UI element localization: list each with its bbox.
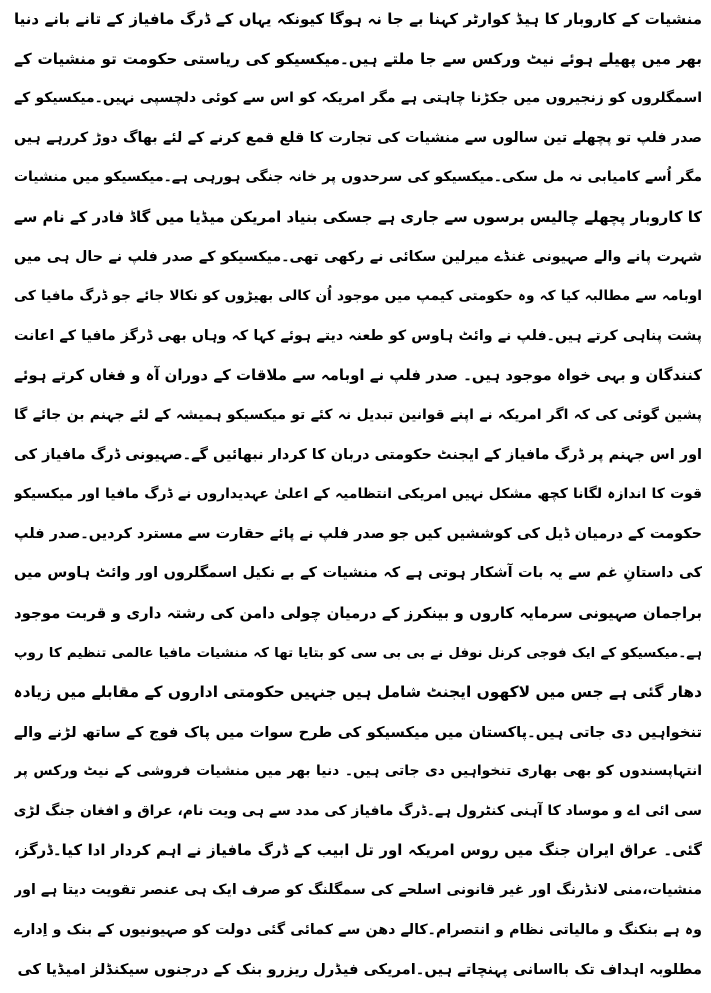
text-line: گئی۔ عراق ایران جنگ میں روس امریکہ اور تل ابیب کے ڈرگ مافیاز نے اہم کردار ادا کیا۔ڈرگز، bbox=[14, 841, 702, 860]
text-line: براجمان صہیونی سرمایہ کاروں و بینکرز کے درمیان چولی دامن کی رشتہ داری و قربت موجود bbox=[14, 603, 702, 622]
text-line: مطلوبہ اہداف تک بااسانی پہنچاتے ہیں۔امریکی فیڈرل ریزرو بنک کے درجنوں سیکنڈلز امیڈیا کی bbox=[17, 961, 702, 979]
text-line: مگر اُسے کامیابی نہ مل سکی۔میکسیکو کی سرحدوں پر خانہ جنگی ہورہی ہے۔میکسیکو میں منشیات bbox=[14, 169, 702, 186]
text-line: اور اس جہنم پر ڈرگ مافیاز کے ایجنٹ حکومتی دربان کا کردار نبھائیں گے۔صہیونی ڈرگ مافیاز کی bbox=[14, 446, 702, 463]
text-line: شہرت پانے والے صہیونی غنڈے میرلین سکائی نے رکھی تھی۔میکسیکو کے صدر فلپ نے حال ہی میں bbox=[14, 248, 702, 265]
text-line: منشیات کے کاروبار کا ہیڈ کوارٹر کہنا بے جا نہ ہوگا کیونکہ یہاں کے ڈرگ مافیاز کے تانے بانے دنیا bbox=[14, 10, 702, 28]
text-line: کنندگان و بہی خواہ موجود ہیں۔ صدر فلپ نے اوبامہ سے ملاقات کے دوران آہ و فغاں کرتے ہوئے bbox=[14, 366, 702, 385]
article-body bbox=[14, 0, 702, 990]
text-line: ہے۔میکسیکو کے ایک فوجی کرنل نوفل نے بی بی سی کو بتایا تھا کہ منشیات مافیا عالمی تنظیم کا روپ bbox=[14, 645, 702, 661]
text-line: کا کاروبار پچھلے چالیس برسوں سے جاری ہے جسکی بنیاد امریکن میڈیا میں گاڈ فادر کے نام سے bbox=[14, 207, 702, 226]
text-line: تنخواہیں دی جاتی ہیں۔پاکستان میں میکسیکو کی طرح سوات میں پاک فوج کے ساتھ لڑنے والے bbox=[14, 723, 702, 741]
text-line: دھار گئی ہے جس میں لاکھوں ایجنٹ شامل ہیں جنہیں حکومتی اداروں کے مقابلے میں زیادہ bbox=[14, 683, 702, 702]
text-line: اسمگلروں کو زنجیروں میں جکڑنا چاہتی ہے مگر امریکہ کو اس سے کوئی دلچسپی نہیں۔میکسیکو کے bbox=[14, 90, 702, 107]
text-line: قوت کا اندازہ لگانا کچھ مشکل نہیں امریکی انتظامیہ کے اعلیٰ عہدیداروں نے ڈرگ مافیا اور میکسیکو bbox=[14, 486, 702, 503]
text-line: پشت پناہی کرتے ہیں۔فلپ نے وائٹ ہاوس کو طعنہ دیتے ہوئے کہا کہ وہاں بھی ڈرگز مافیا کے اعانت bbox=[14, 327, 702, 344]
text-line: کی داستانِ غم سے یہ بات آشکار ہوتی ہے کہ منشیات کے بے نکیل اسمگلروں اور وائٹ ہاوس میں bbox=[14, 565, 702, 582]
text-line: پشین گوئی کی کہ اگر امریکہ نے اپنے قوانین تبدیل نہ کئے تو میکسیکو ہمیشہ کے لئے جہنم بن جائے گا bbox=[14, 406, 702, 423]
text-line: انتہاپسندوں کو بھی بھاری تنخواہیں دی جاتی ہیں۔ دنیا بھر میں منشیات فروشی کے نیٹ ورکس پر bbox=[14, 763, 702, 780]
text-line: حکومت کے درمیان ڈیل کی کوششیں کیں جو صدر فلپ نے پائے حقارت سے مسترد کردیں۔صدر فلپ bbox=[14, 525, 702, 542]
text-line: منشیات،منی لانڈرنگ اور غیر قانونی اسلحے کی سمگلنگ کو صرف ایک ہی عنصر تقویت دیتا ہے اور bbox=[14, 882, 702, 899]
text-line: صدر فلپ تو پچھلے تین سالوں سے منشیات کی تجارت کا قلع قمع کرنے کے لئے بھاگ دوڑ کررہے ہیں bbox=[14, 129, 702, 146]
text-line: وہ ہے بنکنگ و مالیاتی نظام و انتصرام۔کالے دھن سے کمائی گئی دولت کو صہیونیوں کے بنک و اِدارے bbox=[14, 921, 702, 938]
text-line: بھر میں پھیلے ہوئے نیٹ ورکس سے جا ملتے ہیں۔میکسیکو کی ریاستی حکومت تو منشیات کے bbox=[14, 49, 702, 68]
text-line: سی ائی اے و موساد کا آہنی کنٹرول ہے۔ڈرگ مافیاز کی مدد سے ہی ویت نام، عراق و افغان جنگ لڑی bbox=[14, 802, 702, 819]
text-line: اوبامہ سے مطالبہ کیا کہ وہ حکومتی کیمپ میں موجود اُن کالی بھیڑوں کو نکالا جائے جو ڈرگ مافیا کی bbox=[14, 288, 702, 305]
